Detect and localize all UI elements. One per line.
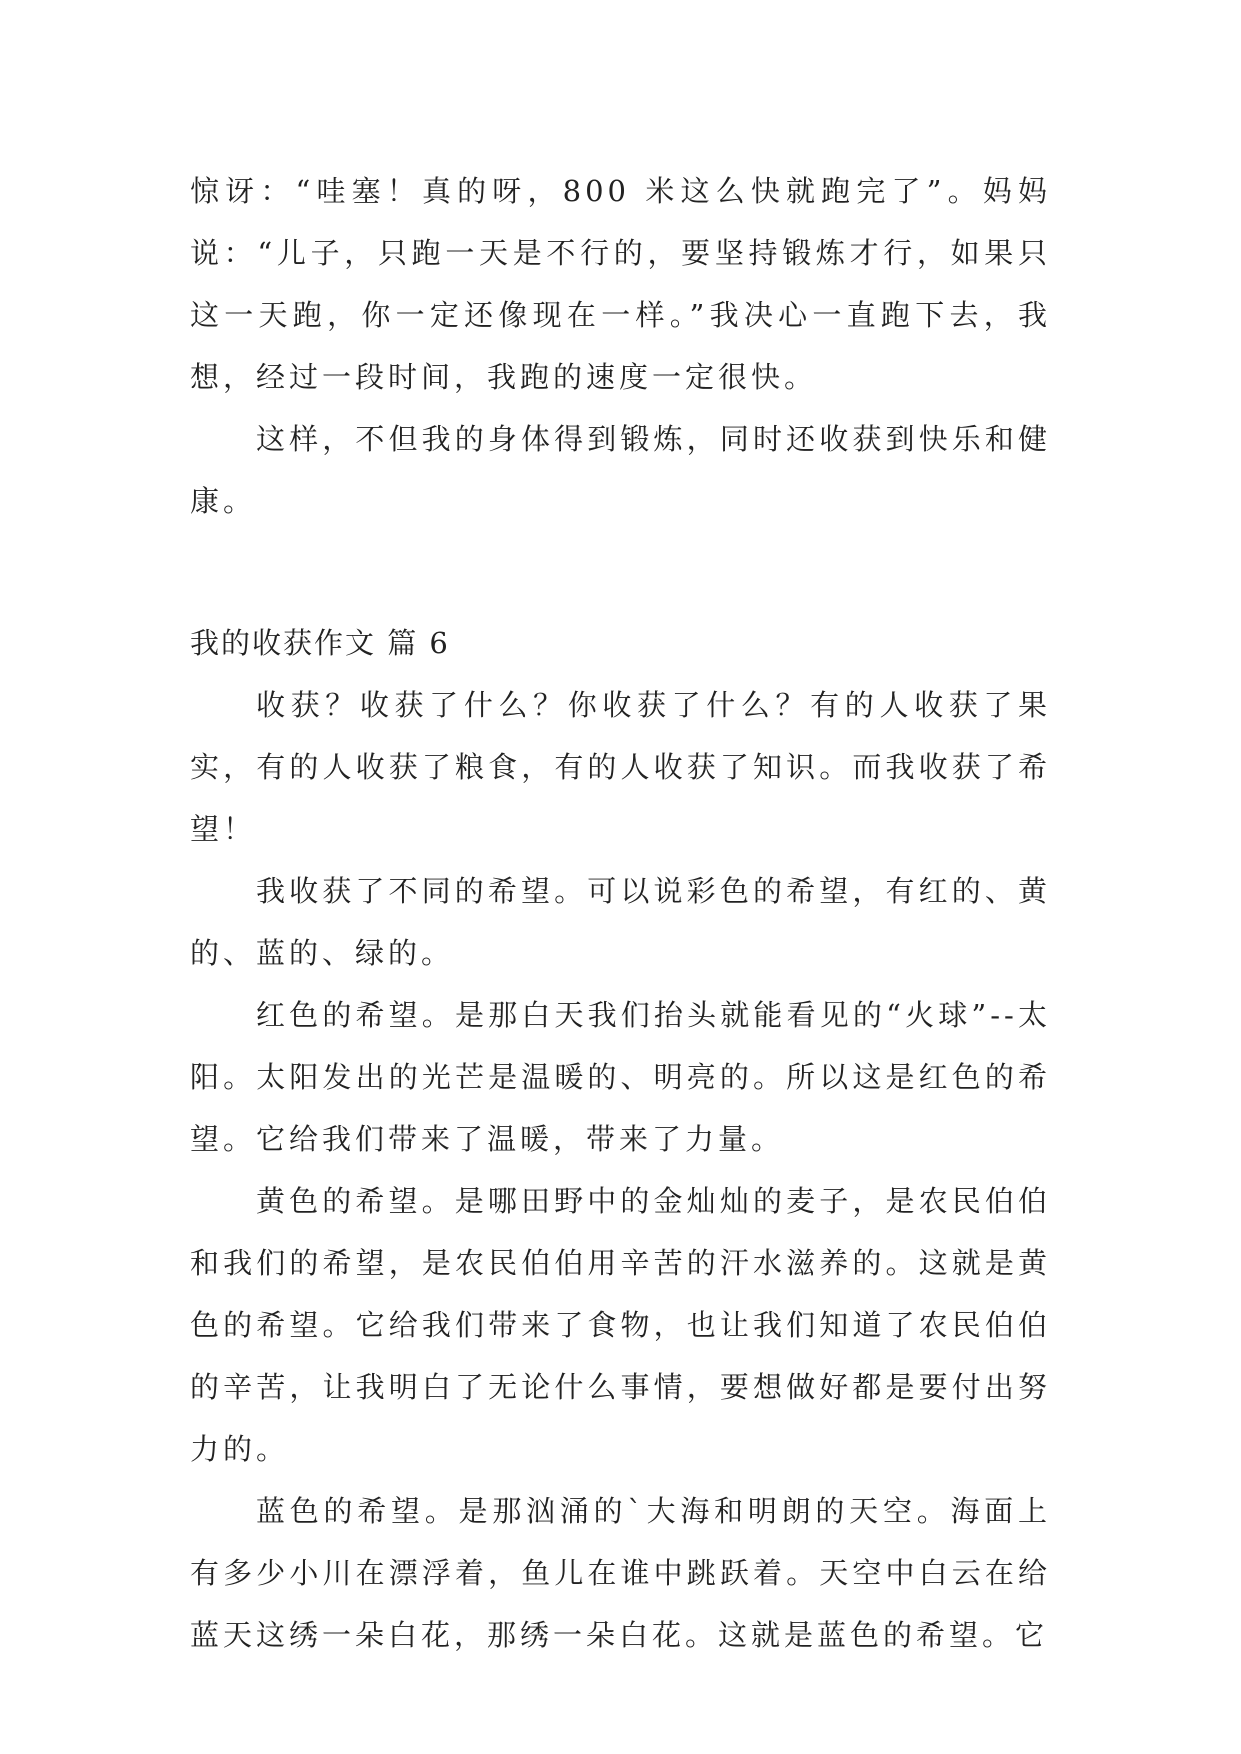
paragraph-continued-dialogue: 惊讶：“哇塞！真的呀，800 米这么快就跑完了”。妈妈说：“儿子，只跑一天是不行的，要坚持锻炼才行，如果只这一天跑，你一定还像现在一样。”我决心一直跑下去，我想，经过一段时间，我跑的速度一定很快。 [190,174,1051,394]
paragraph-conclusion: 这样，不但我的身体得到锻炼，同时还收获到快乐和健康。 [190,422,1051,518]
paragraph-harvest-intro: 收获？收获了什么？你收获了什么？有的人收获了果实，有的人收获了粮食，有的人收获了知识。而我收获了希望！ [190,688,1051,846]
paragraph-colorful-hope: 我收获了不同的希望。可以说彩色的希望，有红的、黄的、蓝的、绿的。 [190,874,1051,970]
paragraph-yellow-hope: 黄色的希望。是哪田野中的金灿灿的麦子，是农民伯伯和我们的希望，是农民伯伯用辛苦的汗水滋养的。这就是黄色的希望。它给我们带来了食物，也让我们知道了农民伯伯的辛苦，让我明白了无论什么事情，要想做好都是要付出努力的。 [190,1184,1051,1466]
paragraph-blue-hope: 蓝色的希望。是那汹涌的`大海和明朗的天空。海面上有多少小川在漂浮着，鱼儿在谁中跳跃着。天空中白云在给蓝天这绣一朵白花，那绣一朵白花。这就是蓝色的希望。它 [190,1494,1051,1652]
section-heading: 我的收获作文 篇 6 [190,626,450,660]
document-body [190,160,1051,1666]
paragraph-red-hope: 红色的希望。是那白天我们抬头就能看见的“火球”--太阳。太阳发出的光芒是温暖的、明亮的。所以这是红色的希望。它给我们带来了温暖，带来了力量。 [190,998,1051,1156]
